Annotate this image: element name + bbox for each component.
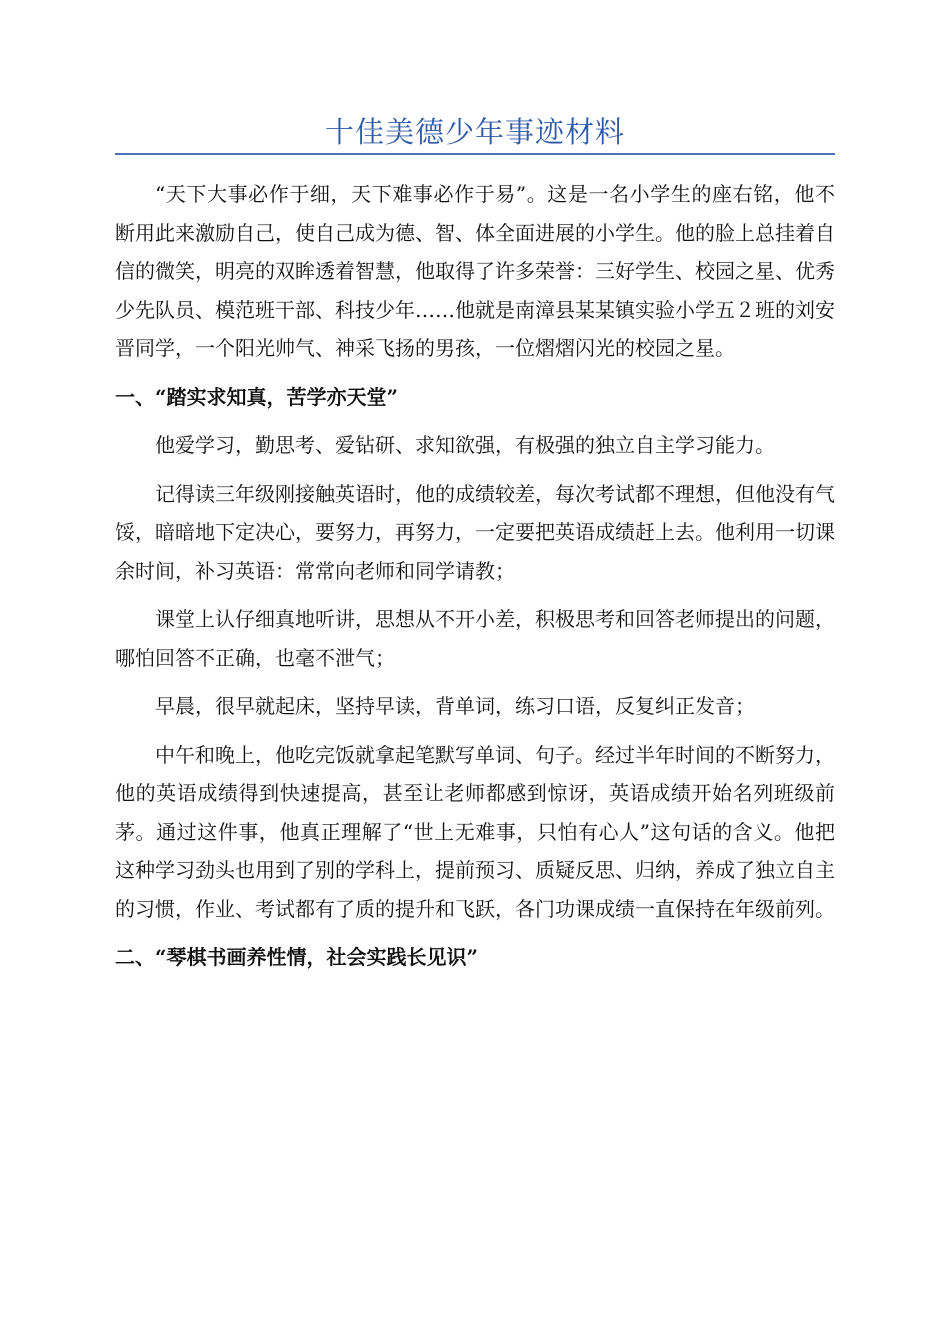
section-1-paragraph: 记得读三年级刚接触英语时，他的成绩较差，每次考试都不理想，但他没有气馁，暗暗地下定决心，要努力，再努力，一定要把英语成绩赶上去。他利用一切课余时间，补习英语：常常向老师和同学请教； [115, 481, 835, 583]
section-1-paragraph: 他爱学习，勤思考、爱钻研、求知欲强，有极强的独立自主学习能力。 [155, 433, 775, 457]
section-2-heading: 二、“琴棋书画养性情，社会实践长见识” [115, 945, 479, 969]
title-underline [115, 153, 835, 155]
section-1-heading: 一、“踏实求知真，苦学亦天堂” [115, 384, 399, 409]
intro-paragraph: “天下大事必作于细，天下难事必作于易”。这是一名小学生的座右铭，他不断用此来激励自己，使自己成为德、智、体全面进展的小学生。他的脸上总挂着自信的微笑，明亮的双眸透着智慧，他取得了许多荣誉：三好学生、校园之星、优秀少先队员、模范班干部、科技少年……他就是南漳县某某镇实验小学五２班的刘安晋同学，一个阳光帅气、神采飞扬的男孩，一位熠熠闪光的校园之星。 [115, 182, 835, 360]
document-title: 十佳美德少年事迹材料 [324, 115, 625, 149]
document-body [115, 175, 835, 987]
section-1-paragraph: 早晨，很早就起床，坚持早读，背单词，练习口语，反复纠正发音； [155, 694, 755, 718]
section-1-paragraph: 课堂上认仔细真地听讲，思想从不开小差，积极思考和回答老师提出的问题，哪怕回答不正确，也毫不泄气； [115, 607, 835, 670]
section-1-paragraph: 中午和晚上，他吃完饭就拿起笔默写单词、句子。经过半年时间的不断努力，他的英语成绩得到快速提高，甚至让老师都感到惊讶，英语成绩开始名列班级前茅。通过这件事，他真正理解了“世上无难事，只怕有心人”这句话的含义。他把这种学习劲头也用到了别的学科上，提前预习、质疑反思、归纳，养成了独立自主的习惯，作业、考试都有了质的提升和飞跃，各门功课成绩一直保持在年级前列。 [115, 742, 835, 921]
